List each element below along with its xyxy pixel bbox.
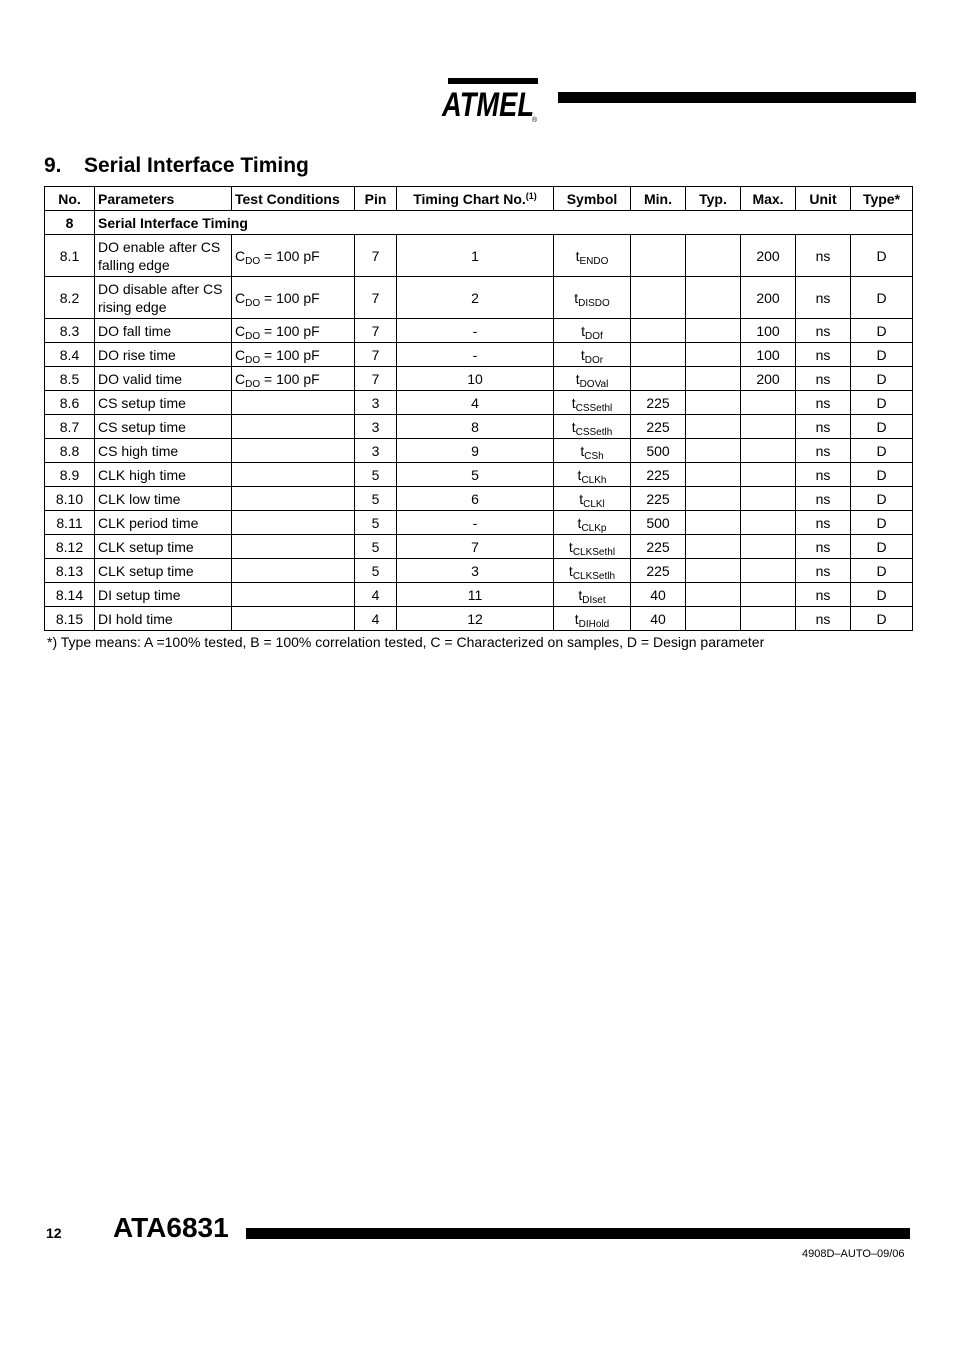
header-unit: Unit <box>796 187 851 211</box>
section-title-text: Serial Interface Timing <box>84 154 309 177</box>
cell-no: 8.14 <box>45 583 95 607</box>
cell-test-condition: $C_{DO} = 100$ pF <box>232 367 355 391</box>
cell-symbol: $t_{CLKl}$ <box>554 487 631 511</box>
cell-timing-chart: - <box>397 343 554 367</box>
cell-timing-chart: 12 <box>397 607 554 631</box>
cell-parameter: CLK low time <box>95 487 232 511</box>
cell-no: 8.7 <box>45 415 95 439</box>
cell-timing-chart: 8 <box>397 415 554 439</box>
cell-test-condition: $C_{DO} = 100$ pF <box>232 343 355 367</box>
cell-symbol: $t_{DIset}$ <box>554 583 631 607</box>
cell-min: 225 <box>631 391 686 415</box>
cell-no: 8.5 <box>45 367 95 391</box>
cell-unit: ns <box>796 391 851 415</box>
cell-symbol: $t_{ENDO}$ <box>554 235 631 277</box>
cell-symbol: $t_{DOVal}$ <box>554 367 631 391</box>
cell-no: 8.13 <box>45 559 95 583</box>
cell-type: D <box>851 559 913 583</box>
cell-typ <box>686 487 741 511</box>
page-number: 12 <box>46 1225 62 1241</box>
header-no: No. <box>45 187 95 211</box>
table-row <box>45 511 913 535</box>
cell-min <box>631 235 686 277</box>
table-row <box>45 367 913 391</box>
cell-max <box>741 559 796 583</box>
cell-symbol: $t_{CLKSethl}$ <box>554 535 631 559</box>
cell-parameter: CLK setup time <box>95 535 232 559</box>
cell-pin: 5 <box>355 463 397 487</box>
cell-symbol: $t_{CLKh}$ <box>554 463 631 487</box>
cell-typ <box>686 367 741 391</box>
table-row <box>45 607 913 631</box>
cell-no: 8.11 <box>45 511 95 535</box>
cell-min <box>631 367 686 391</box>
table-row <box>45 535 913 559</box>
cell-pin: 5 <box>355 511 397 535</box>
cell-unit: ns <box>796 367 851 391</box>
svg-text:®: ® <box>532 117 538 124</box>
cell-pin: 7 <box>355 367 397 391</box>
cell-parameter: CS setup time <box>95 391 232 415</box>
cell-max <box>741 607 796 631</box>
cell-typ <box>686 391 741 415</box>
atmel-logo <box>438 72 542 124</box>
cell-no: 8.1 <box>45 235 95 277</box>
group-row <box>45 211 913 235</box>
cell-type: D <box>851 343 913 367</box>
cell-test-condition <box>232 463 355 487</box>
table-row <box>45 439 913 463</box>
section-title <box>44 154 309 178</box>
cell-timing-chart: 3 <box>397 559 554 583</box>
cell-min: 40 <box>631 583 686 607</box>
cell-type: D <box>851 319 913 343</box>
cell-unit: ns <box>796 277 851 319</box>
cell-parameter: DO rise time <box>95 343 232 367</box>
cell-typ <box>686 511 741 535</box>
cell-type: D <box>851 235 913 277</box>
cell-min <box>631 277 686 319</box>
cell-test-condition: $C_{DO} = 100$ pF <box>232 235 355 277</box>
cell-symbol: $t_{CSh}$ <box>554 439 631 463</box>
cell-typ <box>686 235 741 277</box>
cell-test-condition <box>232 559 355 583</box>
svg-text:ATMEL: ATMEL <box>441 86 534 124</box>
cell-test-condition <box>232 535 355 559</box>
table-row <box>45 463 913 487</box>
cell-min: 225 <box>631 487 686 511</box>
cell-symbol: $t_{CLKp}$ <box>554 511 631 535</box>
cell-pin: 4 <box>355 583 397 607</box>
cell-typ <box>686 415 741 439</box>
cell-timing-chart: 5 <box>397 463 554 487</box>
table-row <box>45 583 913 607</box>
cell-max <box>741 487 796 511</box>
cell-unit: ns <box>796 463 851 487</box>
cell-unit: ns <box>796 319 851 343</box>
cell-no: 8.10 <box>45 487 95 511</box>
cell-symbol: $t_{CSSethl}$ <box>554 391 631 415</box>
cell-unit: ns <box>796 535 851 559</box>
cell-typ <box>686 343 741 367</box>
cell-no: 8.4 <box>45 343 95 367</box>
cell-max <box>741 439 796 463</box>
cell-parameter: DO enable after CS falling edge <box>95 235 232 277</box>
header-type: Type* <box>851 187 913 211</box>
footer-rule <box>246 1228 910 1239</box>
timing-table <box>44 186 913 631</box>
cell-test-condition <box>232 391 355 415</box>
cell-pin: 5 <box>355 535 397 559</box>
cell-pin: 7 <box>355 277 397 319</box>
cell-typ <box>686 277 741 319</box>
footnote: *) Type means: A =100% tested, B = 100% correlation tested, C = Characterized on samples, D = Design parameter <box>47 634 765 650</box>
cell-min <box>631 343 686 367</box>
cell-max: 100 <box>741 343 796 367</box>
cell-max <box>741 391 796 415</box>
cell-no: 8.9 <box>45 463 95 487</box>
cell-max: 200 <box>741 367 796 391</box>
cell-pin: 5 <box>355 487 397 511</box>
cell-min: 225 <box>631 559 686 583</box>
cell-test-condition <box>232 583 355 607</box>
cell-typ <box>686 439 741 463</box>
cell-max: 200 <box>741 277 796 319</box>
cell-unit: ns <box>796 439 851 463</box>
cell-symbol: $t_{DIHold}$ <box>554 607 631 631</box>
cell-no: 8.3 <box>45 319 95 343</box>
cell-timing-chart: 11 <box>397 583 554 607</box>
cell-no: 8.2 <box>45 277 95 319</box>
cell-type: D <box>851 535 913 559</box>
cell-max <box>741 583 796 607</box>
cell-typ <box>686 583 741 607</box>
cell-type: D <box>851 607 913 631</box>
cell-typ <box>686 559 741 583</box>
cell-parameter: DI hold time <box>95 607 232 631</box>
cell-test-condition: $C_{DO} = 100$ pF <box>232 319 355 343</box>
cell-symbol: $t_{DISDO}$ <box>554 277 631 319</box>
table-row <box>45 235 913 277</box>
cell-typ <box>686 607 741 631</box>
cell-pin: 3 <box>355 439 397 463</box>
cell-no: 8.15 <box>45 607 95 631</box>
cell-min: 225 <box>631 463 686 487</box>
cell-unit: ns <box>796 607 851 631</box>
cell-timing-chart: - <box>397 511 554 535</box>
cell-min <box>631 319 686 343</box>
cell-timing-chart: 1 <box>397 235 554 277</box>
table-row <box>45 319 913 343</box>
group-title: Serial Interface Timing <box>95 211 913 235</box>
cell-unit: ns <box>796 511 851 535</box>
table-row <box>45 343 913 367</box>
cell-test-condition <box>232 415 355 439</box>
cell-min: 40 <box>631 607 686 631</box>
cell-timing-chart: 6 <box>397 487 554 511</box>
cell-parameter: DO valid time <box>95 367 232 391</box>
cell-max <box>741 463 796 487</box>
cell-typ <box>686 319 741 343</box>
cell-type: D <box>851 277 913 319</box>
cell-type: D <box>851 463 913 487</box>
cell-timing-chart: 7 <box>397 535 554 559</box>
cell-pin: 7 <box>355 343 397 367</box>
cell-type: D <box>851 391 913 415</box>
cell-type: D <box>851 367 913 391</box>
header-min: Min. <box>631 187 686 211</box>
cell-no: 8.8 <box>45 439 95 463</box>
cell-type: D <box>851 511 913 535</box>
table-row <box>45 277 913 319</box>
cell-timing-chart: 10 <box>397 367 554 391</box>
table-row <box>45 559 913 583</box>
cell-parameter: DO fall time <box>95 319 232 343</box>
section-number: 9. <box>44 154 62 177</box>
cell-timing-chart: 9 <box>397 439 554 463</box>
cell-unit: ns <box>796 235 851 277</box>
header-parameters: Parameters <box>95 187 232 211</box>
cell-test-condition <box>232 439 355 463</box>
cell-parameter: CS high time <box>95 439 232 463</box>
cell-typ <box>686 463 741 487</box>
header-pin: Pin <box>355 187 397 211</box>
cell-typ <box>686 535 741 559</box>
cell-min: 500 <box>631 511 686 535</box>
header-typ: Typ. <box>686 187 741 211</box>
cell-pin: 3 <box>355 415 397 439</box>
cell-type: D <box>851 415 913 439</box>
cell-test-condition <box>232 487 355 511</box>
cell-unit: ns <box>796 415 851 439</box>
cell-parameter: CS setup time <box>95 415 232 439</box>
cell-max: 200 <box>741 235 796 277</box>
header-timing-chart: Timing Chart No.$^{(1)}$ <box>397 187 554 211</box>
cell-pin: 3 <box>355 391 397 415</box>
cell-min: 225 <box>631 535 686 559</box>
table-header-row <box>45 187 913 211</box>
cell-unit: ns <box>796 559 851 583</box>
cell-symbol: $t_{DOr}$ <box>554 343 631 367</box>
cell-parameter: CLK high time <box>95 463 232 487</box>
cell-symbol: $t_{CSSetlh}$ <box>554 415 631 439</box>
cell-max <box>741 511 796 535</box>
cell-min: 500 <box>631 439 686 463</box>
header-test-conditions: Test Conditions <box>232 187 355 211</box>
cell-max: 100 <box>741 319 796 343</box>
table-row <box>45 415 913 439</box>
table-row <box>45 487 913 511</box>
cell-timing-chart: 2 <box>397 277 554 319</box>
cell-max <box>741 535 796 559</box>
cell-type: D <box>851 487 913 511</box>
cell-timing-chart: 4 <box>397 391 554 415</box>
cell-max <box>741 415 796 439</box>
header-max: Max. <box>741 187 796 211</box>
cell-test-condition: $C_{DO} = 100$ pF <box>232 277 355 319</box>
doc-code: 4908D–AUTO–09/06 <box>802 1248 905 1260</box>
cell-parameter: DI setup time <box>95 583 232 607</box>
cell-unit: ns <box>796 583 851 607</box>
cell-parameter: CLK setup time <box>95 559 232 583</box>
cell-test-condition <box>232 511 355 535</box>
cell-no: 8.12 <box>45 535 95 559</box>
cell-parameter: CLK period time <box>95 511 232 535</box>
cell-no: 8.6 <box>45 391 95 415</box>
doc-title: ATA6831 <box>113 1212 229 1243</box>
cell-test-condition <box>232 607 355 631</box>
cell-timing-chart: - <box>397 319 554 343</box>
cell-pin: 4 <box>355 607 397 631</box>
cell-min: 225 <box>631 415 686 439</box>
cell-symbol: $t_{CLKSetlh}$ <box>554 559 631 583</box>
header-rule <box>558 92 916 103</box>
cell-type: D <box>851 583 913 607</box>
cell-pin: 5 <box>355 559 397 583</box>
cell-unit: ns <box>796 343 851 367</box>
cell-symbol: $t_{DOf}$ <box>554 319 631 343</box>
cell-pin: 7 <box>355 235 397 277</box>
cell-type: D <box>851 439 913 463</box>
cell-parameter: DO disable after CS rising edge <box>95 277 232 319</box>
header-symbol: Symbol <box>554 187 631 211</box>
cell-unit: ns <box>796 487 851 511</box>
cell-pin: 7 <box>355 319 397 343</box>
group-no: 8 <box>45 211 95 235</box>
table-row <box>45 391 913 415</box>
